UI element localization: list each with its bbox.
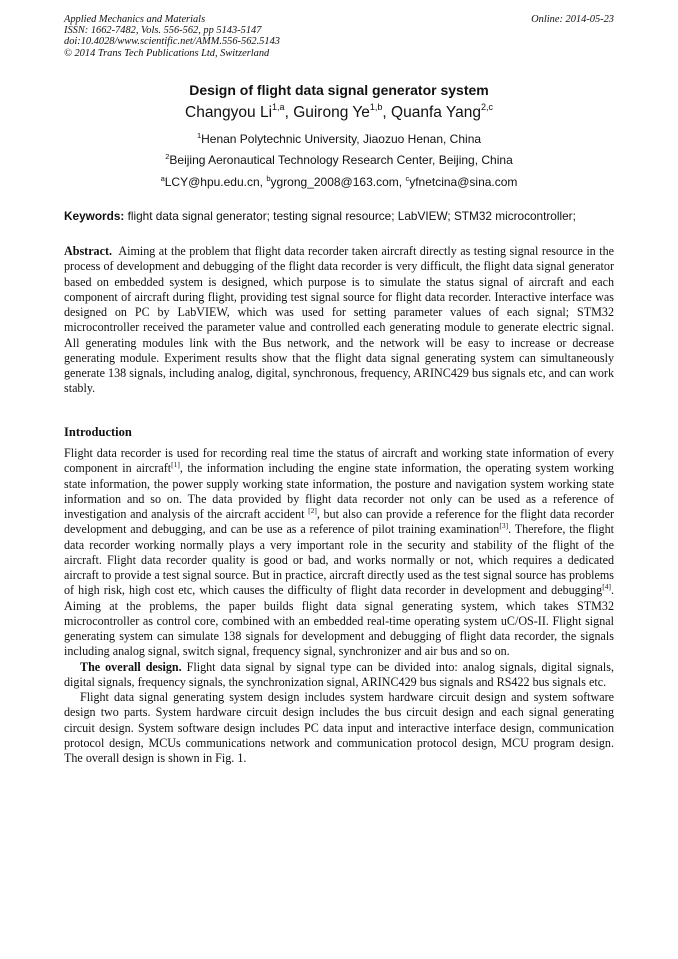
intro-text: , the information including the engine state information, the operating system working state information, the power supply working state information, the posture and navigation system working state information and so on. The data provided by flight data recorder not only can be used as a reference of investigation and analysis of the aircraft accident [64, 461, 614, 521]
intro-paragraph-2 [64, 660, 614, 691]
citation-ref: [2] [308, 506, 317, 515]
intro-paragraph-1 [64, 446, 614, 660]
affiliation-superscript: 2 [165, 152, 170, 161]
journal-name: Applied Mechanics and Materials [64, 14, 206, 25]
intro-text: . Aiming at the problems, the paper builds flight data signal generating system, which takes STM32 microcontroller as control core, combined with an embedded real-time operating system uC/OS-II. Flight signal generating system can simulate 138 signals for development and debugging of flight data recorder, the signals including analog signal, switch signal, frequency signal, synchronizer and air bus and so on. [64, 583, 614, 659]
author-name: Quanfa Yang [391, 104, 481, 121]
online-date: Online: 2014-05-23 [531, 14, 614, 25]
journal-header [64, 14, 614, 59]
intro-text: , but also can provide a reference for the flight data recorder development and debugging, and can be use as a reference of pilot training examination [64, 507, 614, 537]
overall-design-text: Flight data signal by signal type can be divided into: analog signals, digital signals, digital signals, frequency signals, the synchronization signal, ARINC429 bus signals and RS422 bus signals etc. [64, 659, 615, 689]
abstract-label: Abstract. [64, 244, 113, 258]
affiliation-1 [64, 132, 614, 146]
keywords-label: Keywords: [64, 209, 125, 223]
copyright-line: © 2014 Trans Tech Publications Ltd, Switzerland [64, 47, 270, 59]
author-superscript: 2,c [480, 102, 493, 112]
citation-ref: [3] [499, 521, 509, 531]
intro-text: . Therefore, the flight data recorder working normally plays a very important role in the security and stability of the flight of the aircraft. Flight data recorder quality is good or bad, and works normally or not, which requires a dedicated aircraft to provide a test signal source. But in practice, aircraft directly used as the test signal source has problems of high risk, high cost etc, which causes the difficulty of flight data recorder in development and debugging [64, 522, 614, 598]
introduction-section [64, 446, 614, 766]
email-link[interactable]: LCY@hpu.edu.cn, [164, 175, 267, 189]
author-superscript: 1,b [369, 102, 383, 112]
author-name: Changyou Li [185, 104, 273, 121]
intro-paragraph-3: Flight data signal generating system design includes system hardware circuit design and system software design two parts. System hardware circuit design includes the bus circuit design and each signal generating circuit design. System software design includes PC data input and interactive interface design, communication protocol design, MCUs communications network and communication protocol design, MCU program design. The overall design is shown in Fig. 1. [64, 690, 614, 765]
affiliation-superscript: 1 [196, 131, 202, 140]
email-list [64, 175, 614, 189]
author-separator: , [382, 104, 392, 121]
email-superscript: c [405, 174, 410, 183]
email-superscript: a [160, 174, 165, 183]
paper-title: Design of flight data signal generator system [189, 82, 489, 98]
affiliation-2 [64, 153, 614, 167]
author-list [64, 104, 614, 122]
abstract-text: Aiming at the problem that flight data recorder taken aircraft directly as testing signal resource in the process of development and debugging of the flight data recorder is very difficult, the flight data signal generator based on embedded system is designed, which purpose is to simulate the status signal of aircraft and each component of aircraft during flight, providing test signal source for flight data recorder. Interactive interface was designed on PC by LabVIEW, which was used for setting parameter values of each signal; STM32 microcontroller received the parameter value and controlled each generating module to generate electric signal. All generating modules link with the Bus network, and the network will be easy to increase or decrease generating module. Experiment results show that the flight data signal generating system can simultaneously generate 138 signals, including analog, digital, synchronous, frequency, ARINC429 bus signals etc, and can work stably. [64, 244, 614, 396]
doi-line: doi:10.4028/www.scientific.net/AMM.556-562.5143 [64, 36, 280, 48]
keywords-line [64, 209, 614, 223]
author-name: Guirong Ye [293, 104, 370, 121]
author-separator: , [284, 104, 294, 121]
email-superscript: b [266, 174, 271, 183]
keywords-text: flight data signal generator; testing signal resource; LabVIEW; STM32 microcontroller; [127, 209, 576, 223]
author-superscript: 1,a [272, 102, 285, 112]
section-heading-introduction: Introduction [64, 425, 132, 439]
overall-design-label: The overall design. [80, 659, 182, 674]
affiliation-text: Beijing Aeronautical Technology Research Center, Beijing, China [169, 153, 513, 167]
issn-line: ISSN: 1662-7482, Vols. 556-562, pp 5143-5147 [64, 25, 262, 37]
citation-ref: [1] [171, 460, 180, 470]
email-link[interactable]: ygrong_2008@163.com, [270, 175, 406, 189]
intro-text: Flight data recorder is used for recording real time the status of aircraft and working state information of every component in aircraft [64, 446, 614, 476]
email-link[interactable]: yfnetcina@sina.com [409, 175, 518, 189]
citation-ref: [4] [602, 582, 611, 592]
abstract-section [64, 244, 614, 397]
affiliation-text: Henan Polytechnic University, Jiaozuo Henan, China [201, 132, 482, 146]
